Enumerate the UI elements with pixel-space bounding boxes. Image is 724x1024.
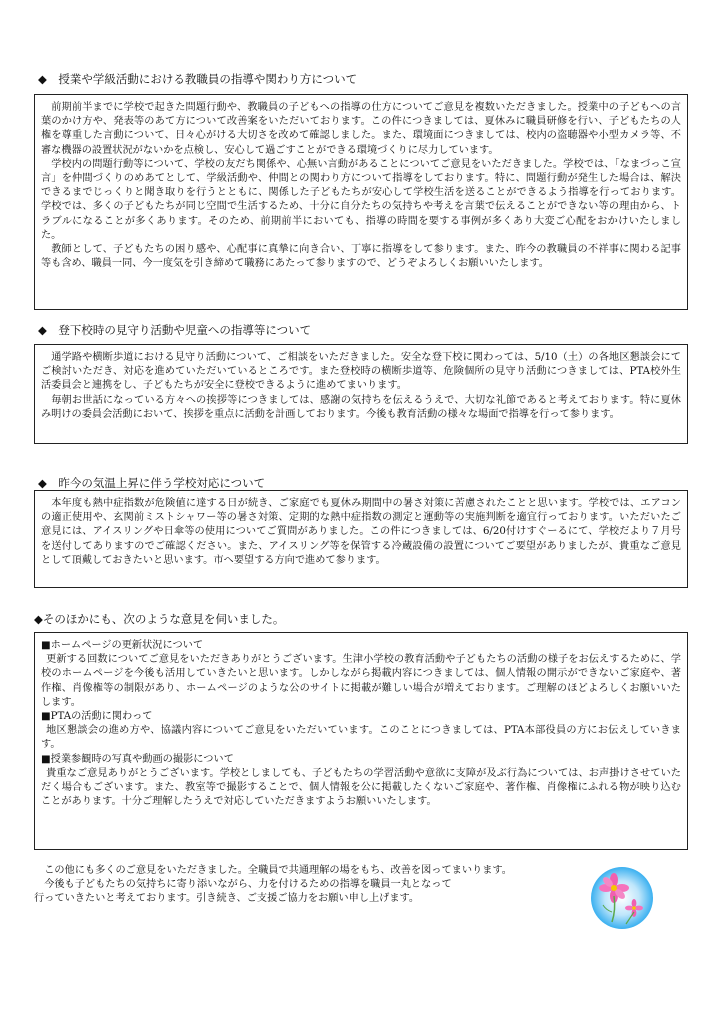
opinion-item-body: 更新する回数についてご意見をいただきありがとうございます。生津小学校の教育活動や子どもたちの活動の様子をお伝えするために、学校のホームページを今後も活用していきたいと思います。しかしながら掲載内容につきましては、個人情報の開示ができないご家庭や、著作権、肖像権等の制限があり、ホームページのような公のサイトに掲載が難しい場合が増えております。ご理解のほどよろしくお願いいたします。 xyxy=(41,654,681,708)
paragraph: 前期前半までに学校で起きた問題行動や、教職員の子どもへの指導の仕方についてご意見を複数いただきました。授業中の子どもへの言葉のかけ方や、発表等のあて方について改善案をいただいております。この件につきましては、夏休みに職員研修を行い、子どもたちの人権を尊重した言動について、日々心がける大切さを改めて確認しました。また、環境面につきましては、校内の盗聴器や小型カメラ等、不審な機器の設置状況がないかを点検し、安心して過ごすことができる環境づくりに尽力しています。 xyxy=(41,102,681,156)
opinion-item-homepage xyxy=(41,639,681,710)
paragraph: 学校内の問題行動等について、学校の友だち関係や、心無い言動があることについてご意見をいただきました。学校では、「なまづっこ宣言」を仲間づくりのめあてとして、学級活動や、仲間との関わり方について指導をしております。特に、問題行動が発生した場合は、解決できるまでじっくりと聞き取りを行うとともに、関係した子どもたちが安心して学校生活を送ることができるよう指導を行っております。学校では、多くの子どもたちが同じ空間で生活するため、十分に自分たちの気持ちや考えを言葉で伝えることができない等の理由から、トラブルになることが多くあります。そのため、前期前半においても、指導の時間を要する事例が多くあり大変ご心配をおかけいたしました。 xyxy=(41,158,681,241)
closing-message xyxy=(34,864,574,907)
section-heading-commute-watch: ◆ 登下校時の見守り活動や児童への指導等について xyxy=(38,323,312,337)
opinion-item-title: ■授業参観時の写真や動画の撮影について xyxy=(41,753,234,765)
cosmos-flower-icon xyxy=(590,866,654,930)
opinion-item-body: 貴重なご意見ありがとうございます。学校としましても、子どもたちの学習活動や意欲に支障が及ぶ行為については、お声掛けさせていただく場合もございます。また、教室等で撮影することで、個人情報を公に掲載したくないご家庭や、著作権、肖像権にふれる物が映り込むことがあります。十分ご理解したうえで対応していただきますようお願いいたします。 xyxy=(41,767,681,808)
paragraph: 教師として、子どもたちの困り感や、心配事に真摯に向き合い、丁寧に指導をして参ります。また、昨今の教職員の不祥事に関わる記事等も含め、職員一同、今一度気を引き締めて職務にあたって参りますので、どうぞよろしくお願いいたします。 xyxy=(41,244,681,270)
opinion-item-title: ■ホームページの更新状況について xyxy=(41,640,204,651)
opinion-item-pta xyxy=(41,710,681,753)
section-box-commute-watch xyxy=(34,344,688,444)
closing-line: 今後も子どもたちの気持ちに寄り添いながら、力を付けるための指導を職員一丸となって xyxy=(44,879,452,891)
section-heading-other-opinions: ◆そのほかにも、次のような意見を伺いました。 xyxy=(34,612,285,626)
opinion-item-photography xyxy=(41,753,681,810)
opinion-item-title: ■PTAの活動に関わって xyxy=(41,711,153,723)
paragraph: 本年度も熱中症指数が危険値に達する日が続き、ご家庭でも夏休み期間中の暑さ対策に苦慮されたことと思います。学校では、エアコンの適正使用や、玄関前ミストシャワー等の暑さ対策、定期的な熱中症指数の測定と運動等の実施判断を適宜行っております。いただいたご意見には、アイスリングや日傘等の使用についてご質問がありました。この件につきましては、6/20付けすぐーるにて、学校だより７月号を送付してありますのでご確認ください。また、アイスリング等を保管する冷蔵設備の設置についてご要望がありましたが、貴重なご意見として頂戴しておきたいと思います。市へ要望する方向で進めて参ります。 xyxy=(41,498,681,566)
closing-line: 行っていきたいと考えております。引き続き、ご支援ご協力をお願い申し上げます。 xyxy=(34,893,420,905)
opinion-item-body: 地区懇談会の進め方や、協議内容についてご意見をいただいています。このことにつきましては、PTA本部役員の方にお伝えしていきます。 xyxy=(41,725,681,751)
section-box-heat-measures xyxy=(34,490,688,588)
paragraph: 毎朝お世話になっている方々への挨拶等につきましては、感謝の気持ちを伝えるうえで、大切な礼節であると考えております。特に夏休み明けの委員会活動において、挨拶を重点に活動を計画しております。今後も教育活動の様々な場面で指導を行って参ります。 xyxy=(41,394,681,420)
section-heading-heat-measures: ◆ 昨今の気温上昇に伴う学校対応について xyxy=(38,476,266,490)
paragraph: 通学路や横断歩道における見守り活動について、ご相談をいただきました。安全な登下校に関わっては、5/10（土）の各地区懇談会にてご検討いただき、対応を進めていただいているところです。また登校時の横断歩道等、危険個所の見守り活動につきましては、PTA校外生活委員会と連携をし、子どもたちが安全に登校できるように進めてまいります。 xyxy=(41,352,681,392)
section-heading-teacher-guidance: ◆ 授業や学級活動における教職員の指導や関わり方について xyxy=(38,72,358,86)
closing-line: この他にも多くのご意見をいただきました。全職員で共通理解の場をもち、改善を図ってまいります。 xyxy=(44,865,512,876)
section-box-teacher-guidance xyxy=(34,94,688,310)
section-box-other-opinions xyxy=(34,632,688,850)
